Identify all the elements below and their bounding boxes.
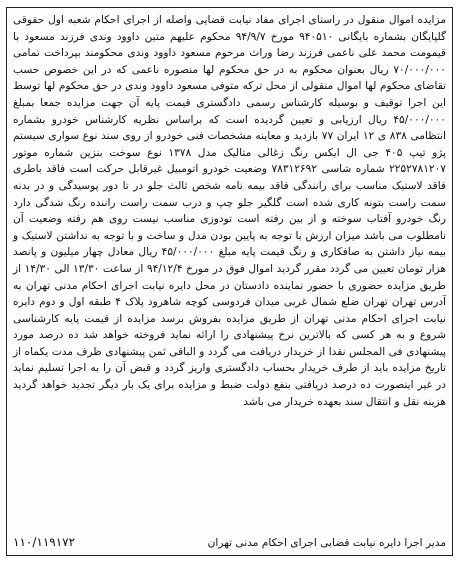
auction-notice (6, 7, 453, 556)
notice-body-text: مزایده اموال منقول در راستای اجرای مفاد نیابت قضایی واصله از اجرای احکام شعبه اول حقوقی گلپایگان بشماره بایگانی ۹۴۰۵۱۰ مورخ ۹۴/۹/۷ محکوم علیهم متین داوود وندی فرزند مسعود با قیمومت محمد علی ناعمی فرزند رضا وراث مرحوم مسعود داوود وندی محکومند بپرداخت تمامی ۷۰/۰۰۰/۰۰۰ ریال بعنوان محکوم به در حق محکوم لها منصوره ناعمی که در این خصوص حسب تقاضای محکوم لها اموال منقولی از محل ترکه متوفی مسعود داوود وندی در حق محکوم لها توسط این اجرا توقیف و بوسیله کارشناس رسمی دادگستری قیمت پایه آن جهت مزایده جمعا بمبلغ ۴۵/۰۰۰/۰۰۰ ریال ارزیابی و تعیین گردیده است که براساس نظریه کارشناس خودرو بشماره انتظامی ۸۳۸ ی ۱۲ ایران ۷۷ بازدید و معاینه مشخصات فنی خودرو از روی سند نوع سواری سیستم پژو تیپ ۴۰۵ جی ال ایکس رنگ زغالی متالیک مدل ۱۳۷۸ نوع سوخت بنزین شماره موتور ۲۲۵۲۷۸۱۲۰۷ شماره شاسی ۷۸۳۱۲۶۹۲ وضعیت خودرو اتومبیل غیرقابل حرکت است فاقد باطری فاقد لاستیک مناسب برای رانندگی فاقد بیمه نامه شخص ثالث جلو در تا دور پوسیدگی و در بدنه سمت راست بتونه کاری شده است گلگیر جلو چپ و درب سمت راست راننده رنگ شدگی دارد رنگ خودرو آفتاب سوخته و از بین رفته است تودوزی مناسب نیست روی هم رفته وضعیت آن نامطلوب می باشد میزان ارزش با توجه به پایین بودن مدل و ساخت و با توجه به نداشتن لاستیک و بیمه نیاز داشتن به صافکاری و رنگ قیمت پایه مبلغ ۴۵/۰۰۰/۰۰۰ ریال معادل چهار میلیون و پانصد هزار تومان تعیین می گردد مقرر گردید اموال فوق در مورخ ۹۴/۱۲/۴ از ساعت ۱۳/۳۰ الی ۱۴/۳۰ از طریق مزایده حضوری با حضور نماینده دادستان در محل دایره نیابت اجرای احکام مدنی تهران به آدرس تهران تهران ضلع شمال غربی میدان فردوسی کوچه شاهرود پلاک ۴ طبقه اول و دوم دایره نیابت اجرای احکام مدنی تهران از طریق مزایده بفروش برسد مزایده از قیمت پایه کارشناسی شروع و به هر کسی که بالاترین نرخ پیشنهادی را ارائه نماید فروخته خواهد شد ده درصد مورد پیشنهادی فی المجلس نقدا از خریدار دریافت می گردد و الباقی ثمن پیشنهادی ظرف مدت یکماه از تاریخ مزایده باید از طرف خریدار بحساب دادگستری واریز گردد و قبض آن را به اجرا تسلیم نماید در غیر اینصورت ده درصد دریافتی بنفع دولت ضبط و مزایده برای یک بار دیگر تجدید خواهد گردید هزینه نقل و انتقال سند بعهده خریدار می باشد (13, 14, 446, 408)
signature-line: مدیر اجرا دایره نیابت قضایی اجرای احکام مدنی تهران (207, 537, 446, 549)
notice-reference-code: ۱۱۰/۱۱۹۱۷۲ (13, 535, 76, 549)
notice-footer (13, 535, 446, 549)
